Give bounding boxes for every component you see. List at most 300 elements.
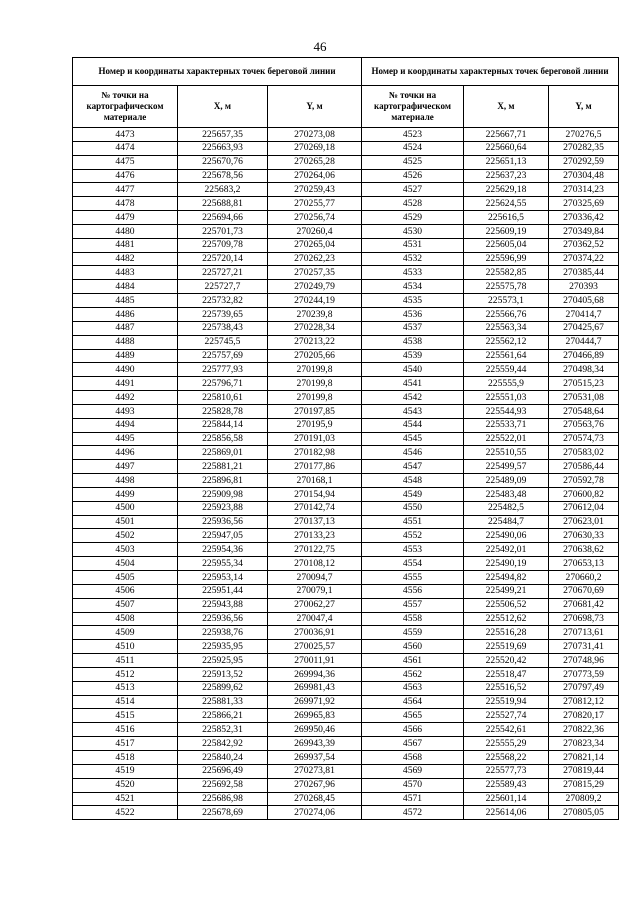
- y-coordinate-cell: 270623,01: [549, 515, 619, 529]
- x-coordinate-cell: 225551,03: [464, 391, 549, 405]
- x-coordinate-cell: 225484,7: [464, 515, 549, 529]
- point-number-cell: 4553: [362, 543, 464, 557]
- x-coordinate-cell: 225573,1: [464, 294, 549, 308]
- x-coordinate-cell: 225852,31: [178, 723, 268, 737]
- table-row: [73, 695, 362, 709]
- table-row: [362, 612, 619, 626]
- x-coordinate-cell: 225899,62: [178, 681, 268, 695]
- point-number-cell: 4517: [73, 737, 178, 751]
- table-row: [73, 128, 362, 142]
- x-coordinate-cell: 225651,13: [464, 155, 549, 169]
- table-row: [362, 418, 619, 432]
- y-coordinate-cell: 270444,7: [549, 335, 619, 349]
- table-row: [73, 584, 362, 598]
- x-coordinate-cell: 225533,71: [464, 418, 549, 432]
- table-row: [362, 294, 619, 308]
- point-number-cell: 4519: [73, 764, 178, 778]
- y-coordinate-cell: 270265,04: [268, 238, 362, 252]
- table-row: [73, 626, 362, 640]
- y-coordinate-cell: 270586,44: [549, 460, 619, 474]
- x-coordinate-cell: 225520,42: [464, 654, 549, 668]
- y-coordinate-cell: 270213,22: [268, 335, 362, 349]
- point-number-cell: 4561: [362, 654, 464, 668]
- point-number-cell: 4560: [362, 640, 464, 654]
- table-row: [73, 640, 362, 654]
- table-row: [73, 709, 362, 723]
- y-coordinate-cell: 270670,69: [549, 584, 619, 598]
- y-coordinate-cell: 270374,22: [549, 252, 619, 266]
- y-coordinate-cell: 270821,14: [549, 750, 619, 764]
- y-coordinate-cell: 270282,35: [549, 141, 619, 155]
- y-coordinate-cell: 270660,2: [549, 571, 619, 585]
- table-row: [73, 155, 362, 169]
- y-coordinate-cell: 270823,34: [549, 737, 619, 751]
- x-column-header: X, м: [464, 86, 549, 128]
- table-row: [73, 211, 362, 225]
- table-row: [73, 764, 362, 778]
- table-row: [362, 737, 619, 751]
- table-row: [362, 183, 619, 197]
- y-coordinate-cell: 270239,8: [268, 307, 362, 321]
- y-coordinate-cell: 269965,83: [268, 709, 362, 723]
- x-coordinate-cell: 225842,92: [178, 737, 268, 751]
- x-coordinate-cell: 225869,01: [178, 446, 268, 460]
- table-group-header: Номер и координаты характерных точек береговой линии: [73, 58, 362, 86]
- y-coordinate-cell: 270268,45: [268, 792, 362, 806]
- point-number-cell: 4496: [73, 446, 178, 460]
- table-row: [73, 750, 362, 764]
- table-row: [362, 681, 619, 695]
- y-coordinate-cell: 270314,23: [549, 183, 619, 197]
- table-row: [362, 792, 619, 806]
- y-coordinate-cell: 270812,12: [549, 695, 619, 709]
- point-number-cell: 4524: [362, 141, 464, 155]
- point-number-cell: 4482: [73, 252, 178, 266]
- point-number-cell: 4546: [362, 446, 464, 460]
- table-row: [362, 404, 619, 418]
- point-number-cell: 4532: [362, 252, 464, 266]
- x-coordinate-cell: 225499,57: [464, 460, 549, 474]
- y-column-header: Y, м: [268, 86, 362, 128]
- point-number-cell: 4531: [362, 238, 464, 252]
- table-row: [73, 349, 362, 363]
- point-number-cell: 4507: [73, 598, 178, 612]
- table-row: [73, 141, 362, 155]
- table-row: [73, 723, 362, 737]
- x-coordinate-cell: 225575,78: [464, 280, 549, 294]
- point-number-cell: 4484: [73, 280, 178, 294]
- x-coordinate-cell: 225555,29: [464, 737, 549, 751]
- y-coordinate-cell: 270405,68: [549, 294, 619, 308]
- table-row: [73, 681, 362, 695]
- y-coordinate-cell: 270244,19: [268, 294, 362, 308]
- table-row: [362, 266, 619, 280]
- point-number-cell: 4522: [73, 806, 178, 820]
- table-row: [73, 432, 362, 446]
- x-coordinate-cell: 225810,61: [178, 391, 268, 405]
- y-coordinate-cell: 270292,59: [549, 155, 619, 169]
- y-coordinate-cell: 270047,4: [268, 612, 362, 626]
- table-row: [73, 294, 362, 308]
- y-coordinate-cell: 270191,03: [268, 432, 362, 446]
- point-number-cell: 4474: [73, 141, 178, 155]
- table-row: [362, 128, 619, 142]
- point-number-cell: 4570: [362, 778, 464, 792]
- point-number-cell: 4551: [362, 515, 464, 529]
- point-number-cell: 4505: [73, 571, 178, 585]
- table-row: [73, 169, 362, 183]
- point-number-cell: 4550: [362, 501, 464, 515]
- y-coordinate-cell: 270820,17: [549, 709, 619, 723]
- table-row: [362, 446, 619, 460]
- table-row: [73, 335, 362, 349]
- y-coordinate-cell: 270325,69: [549, 197, 619, 211]
- y-coordinate-cell: 270079,1: [268, 584, 362, 598]
- y-coordinate-cell: 270062,27: [268, 598, 362, 612]
- table-row: [73, 446, 362, 460]
- point-number-cell: 4569: [362, 764, 464, 778]
- point-number-cell: 4538: [362, 335, 464, 349]
- table-row: [73, 778, 362, 792]
- y-coordinate-cell: 270498,34: [549, 363, 619, 377]
- point-number-cell: 4541: [362, 377, 464, 391]
- y-coordinate-cell: 270273,81: [268, 764, 362, 778]
- x-coordinate-cell: 225955,34: [178, 557, 268, 571]
- point-number-cell: 4502: [73, 529, 178, 543]
- point-number-cell: 4564: [362, 695, 464, 709]
- y-coordinate-cell: 270094,7: [268, 571, 362, 585]
- y-coordinate-cell: 270531,08: [549, 391, 619, 405]
- x-coordinate-cell: 225561,64: [464, 349, 549, 363]
- point-number-cell: 4494: [73, 418, 178, 432]
- table-row: [73, 501, 362, 515]
- x-coordinate-cell: 225796,71: [178, 377, 268, 391]
- x-coordinate-cell: 225683,2: [178, 183, 268, 197]
- point-number-cell: 4536: [362, 307, 464, 321]
- x-coordinate-cell: 225609,19: [464, 224, 549, 238]
- y-coordinate-cell: 270025,57: [268, 640, 362, 654]
- x-coordinate-cell: 225601,14: [464, 792, 549, 806]
- table-row: [362, 723, 619, 737]
- table-row: [362, 778, 619, 792]
- y-coordinate-cell: 270228,34: [268, 321, 362, 335]
- y-coordinate-cell: 270264,06: [268, 169, 362, 183]
- y-coordinate-cell: 270362,52: [549, 238, 619, 252]
- table-row: [362, 197, 619, 211]
- point-number-cell: 4540: [362, 363, 464, 377]
- x-coordinate-cell: 225563,34: [464, 321, 549, 335]
- point-number-cell: 4499: [73, 487, 178, 501]
- y-coordinate-cell: 270133,23: [268, 529, 362, 543]
- table-row: [362, 169, 619, 183]
- point-number-cell: 4492: [73, 391, 178, 405]
- point-number-cell: 4491: [73, 377, 178, 391]
- point-number-cell: 4495: [73, 432, 178, 446]
- x-coordinate-cell: 225542,61: [464, 723, 549, 737]
- point-number-cell: 4515: [73, 709, 178, 723]
- x-coordinate-cell: 225624,55: [464, 197, 549, 211]
- table-row: [362, 667, 619, 681]
- table-row: [362, 515, 619, 529]
- point-number-cell: 4510: [73, 640, 178, 654]
- table-row: [73, 460, 362, 474]
- table-row: [73, 806, 362, 820]
- point-number-cell: 4476: [73, 169, 178, 183]
- y-coordinate-cell: 270265,28: [268, 155, 362, 169]
- x-coordinate-cell: 225660,64: [464, 141, 549, 155]
- point-number-cell: 4535: [362, 294, 464, 308]
- x-coordinate-cell: 225720,14: [178, 252, 268, 266]
- y-coordinate-cell: 270195,9: [268, 418, 362, 432]
- y-coordinate-cell: 270748,96: [549, 654, 619, 668]
- x-coordinate-cell: 225678,69: [178, 806, 268, 820]
- point-number-cell: 4503: [73, 543, 178, 557]
- x-coordinate-cell: 225667,71: [464, 128, 549, 142]
- table-row: [362, 335, 619, 349]
- x-coordinate-cell: 225522,01: [464, 432, 549, 446]
- table-row: [362, 474, 619, 488]
- x-coordinate-cell: 225512,62: [464, 612, 549, 626]
- table-row: [73, 404, 362, 418]
- x-coordinate-cell: 225692,58: [178, 778, 268, 792]
- y-coordinate-cell: 270336,42: [549, 211, 619, 225]
- y-coordinate-cell: 270731,41: [549, 640, 619, 654]
- y-coordinate-cell: 270600,82: [549, 487, 619, 501]
- table-row: [362, 155, 619, 169]
- x-coordinate-cell: 225605,04: [464, 238, 549, 252]
- y-coordinate-cell: 270819,44: [549, 764, 619, 778]
- point-number-cell: 4549: [362, 487, 464, 501]
- point-number-cell: 4567: [362, 737, 464, 751]
- table-row: [362, 557, 619, 571]
- point-number-cell: 4518: [73, 750, 178, 764]
- x-coordinate-cell: 225614,06: [464, 806, 549, 820]
- table-row: [362, 211, 619, 225]
- x-coordinate-cell: 225516,28: [464, 626, 549, 640]
- x-coordinate-cell: 225732,82: [178, 294, 268, 308]
- y-coordinate-cell: 270274,06: [268, 806, 362, 820]
- x-coordinate-cell: 225582,85: [464, 266, 549, 280]
- y-coordinate-cell: 269981,43: [268, 681, 362, 695]
- table-row: [73, 391, 362, 405]
- point-number-cell: 4526: [362, 169, 464, 183]
- y-coordinate-cell: 269971,92: [268, 695, 362, 709]
- x-coordinate-cell: 225596,99: [464, 252, 549, 266]
- x-coordinate-cell: 225519,94: [464, 695, 549, 709]
- x-coordinate-cell: 225925,95: [178, 654, 268, 668]
- point-number-cell: 4486: [73, 307, 178, 321]
- x-coordinate-cell: 225881,33: [178, 695, 268, 709]
- point-number-cell: 4512: [73, 667, 178, 681]
- point-number-cell: 4559: [362, 626, 464, 640]
- table-body-left: [73, 128, 362, 820]
- y-coordinate-cell: 270273,08: [268, 128, 362, 142]
- x-coordinate-cell: 225739,65: [178, 307, 268, 321]
- table-row: [73, 363, 362, 377]
- y-coordinate-cell: 270638,62: [549, 543, 619, 557]
- table-row: [362, 709, 619, 723]
- point-number-cell: 4477: [73, 183, 178, 197]
- point-number-cell: 4481: [73, 238, 178, 252]
- point-number-cell: 4480: [73, 224, 178, 238]
- table-row: [73, 418, 362, 432]
- point-number-cell: 4511: [73, 654, 178, 668]
- x-coordinate-cell: 225913,52: [178, 667, 268, 681]
- table-row: [73, 571, 362, 585]
- point-number-cell: 4529: [362, 211, 464, 225]
- table-row: [362, 695, 619, 709]
- x-coordinate-cell: 225696,49: [178, 764, 268, 778]
- table-row: [362, 377, 619, 391]
- table-row: [73, 529, 362, 543]
- table-row: [73, 377, 362, 391]
- x-coordinate-cell: 225519,69: [464, 640, 549, 654]
- table-row: [73, 598, 362, 612]
- y-coordinate-cell: 270612,04: [549, 501, 619, 515]
- y-coordinate-cell: 270168,1: [268, 474, 362, 488]
- y-coordinate-cell: 270805,05: [549, 806, 619, 820]
- y-coordinate-cell: 269943,39: [268, 737, 362, 751]
- point-number-cell: 4504: [73, 557, 178, 571]
- table-row: [362, 543, 619, 557]
- table-row: [73, 654, 362, 668]
- x-coordinate-cell: 225544,93: [464, 404, 549, 418]
- table-row: [362, 806, 619, 820]
- y-coordinate-cell: 270385,44: [549, 266, 619, 280]
- point-number-cell: 4527: [362, 183, 464, 197]
- y-coordinate-cell: 270199,8: [268, 377, 362, 391]
- x-coordinate-cell: 225629,18: [464, 183, 549, 197]
- table-row: [362, 654, 619, 668]
- point-number-cell: 4513: [73, 681, 178, 695]
- table-group-header: Номер и координаты характерных точек береговой линии: [362, 58, 619, 86]
- y-coordinate-cell: 270276,5: [549, 128, 619, 142]
- y-coordinate-cell: 270466,89: [549, 349, 619, 363]
- y-coordinate-cell: 269994,36: [268, 667, 362, 681]
- table-row: [362, 391, 619, 405]
- table-row: [362, 321, 619, 335]
- table-row: [73, 557, 362, 571]
- table-row: [73, 224, 362, 238]
- y-coordinate-cell: 270142,74: [268, 501, 362, 515]
- point-number-cell: 4566: [362, 723, 464, 737]
- point-number-cell: 4555: [362, 571, 464, 585]
- point-number-cell: 4552: [362, 529, 464, 543]
- point-number-cell: 4487: [73, 321, 178, 335]
- point-number-cell: 4523: [362, 128, 464, 142]
- x-coordinate-cell: 225657,35: [178, 128, 268, 142]
- y-coordinate-cell: 270199,8: [268, 363, 362, 377]
- x-coordinate-cell: 225492,01: [464, 543, 549, 557]
- x-coordinate-cell: 225947,05: [178, 529, 268, 543]
- point-number-cell: 4483: [73, 266, 178, 280]
- table-row: [73, 183, 362, 197]
- x-coordinate-cell: 225637,23: [464, 169, 549, 183]
- y-coordinate-cell: 270197,85: [268, 404, 362, 418]
- table-body-right: [362, 128, 619, 820]
- x-coordinate-cell: 225494,82: [464, 571, 549, 585]
- table-row: [73, 543, 362, 557]
- point-number-cell: 4572: [362, 806, 464, 820]
- table-row: [362, 487, 619, 501]
- y-coordinate-cell: 270182,98: [268, 446, 362, 460]
- y-coordinate-cell: 270255,77: [268, 197, 362, 211]
- table-row: [362, 571, 619, 585]
- point-number-cell: 4475: [73, 155, 178, 169]
- y-coordinate-cell: 270256,74: [268, 211, 362, 225]
- point-number-cell: 4543: [362, 404, 464, 418]
- table-row: [73, 667, 362, 681]
- table-row: [362, 363, 619, 377]
- point-number-cell: 4537: [362, 321, 464, 335]
- point-number-cell: 4544: [362, 418, 464, 432]
- point-number-cell: 4545: [362, 432, 464, 446]
- point-number-cell: 4548: [362, 474, 464, 488]
- point-number-cell: 4509: [73, 626, 178, 640]
- x-coordinate-cell: 225482,5: [464, 501, 549, 515]
- point-number-cell: 4525: [362, 155, 464, 169]
- x-coordinate-cell: 225828,78: [178, 404, 268, 418]
- point-number-cell: 4556: [362, 584, 464, 598]
- x-coordinate-cell: 225738,43: [178, 321, 268, 335]
- point-number-cell: 4473: [73, 128, 178, 142]
- table-row: [73, 612, 362, 626]
- point-number-cell: 4508: [73, 612, 178, 626]
- x-coordinate-cell: 225589,43: [464, 778, 549, 792]
- x-coordinate-cell: 225840,24: [178, 750, 268, 764]
- point-number-cell: 4493: [73, 404, 178, 418]
- table-row: [73, 197, 362, 211]
- y-coordinate-cell: 270574,73: [549, 432, 619, 446]
- y-coordinate-cell: 270260,4: [268, 224, 362, 238]
- y-coordinate-cell: 270592,78: [549, 474, 619, 488]
- y-coordinate-cell: 270249,79: [268, 280, 362, 294]
- point-number-column-header: № точки на картографическом материале: [73, 86, 178, 128]
- table-row: [362, 584, 619, 598]
- x-coordinate-cell: 225936,56: [178, 515, 268, 529]
- y-coordinate-cell: 270815,29: [549, 778, 619, 792]
- table-row: [73, 321, 362, 335]
- x-coordinate-cell: 225489,09: [464, 474, 549, 488]
- x-coordinate-cell: 225881,21: [178, 460, 268, 474]
- x-coordinate-cell: 225856,58: [178, 432, 268, 446]
- y-coordinate-cell: 270137,13: [268, 515, 362, 529]
- y-coordinate-cell: 270809,2: [549, 792, 619, 806]
- y-coordinate-cell: 270262,23: [268, 252, 362, 266]
- x-column-header: X, м: [178, 86, 268, 128]
- point-number-cell: 4558: [362, 612, 464, 626]
- coordinates-table-right: [361, 57, 619, 820]
- x-coordinate-cell: 225670,76: [178, 155, 268, 169]
- table-row: [362, 252, 619, 266]
- x-coordinate-cell: 225943,88: [178, 598, 268, 612]
- point-number-cell: 4557: [362, 598, 464, 612]
- point-number-cell: 4554: [362, 557, 464, 571]
- x-coordinate-cell: 225954,36: [178, 543, 268, 557]
- point-number-cell: 4485: [73, 294, 178, 308]
- y-coordinate-cell: 270122,75: [268, 543, 362, 557]
- y-coordinate-cell: 270773,59: [549, 667, 619, 681]
- point-number-cell: 4562: [362, 667, 464, 681]
- table-row: [362, 141, 619, 155]
- point-number-cell: 4490: [73, 363, 178, 377]
- x-coordinate-cell: 225568,22: [464, 750, 549, 764]
- table-row: [73, 307, 362, 321]
- point-number-cell: 4571: [362, 792, 464, 806]
- table-row: [73, 252, 362, 266]
- table-row: [362, 307, 619, 321]
- point-number-cell: 4542: [362, 391, 464, 405]
